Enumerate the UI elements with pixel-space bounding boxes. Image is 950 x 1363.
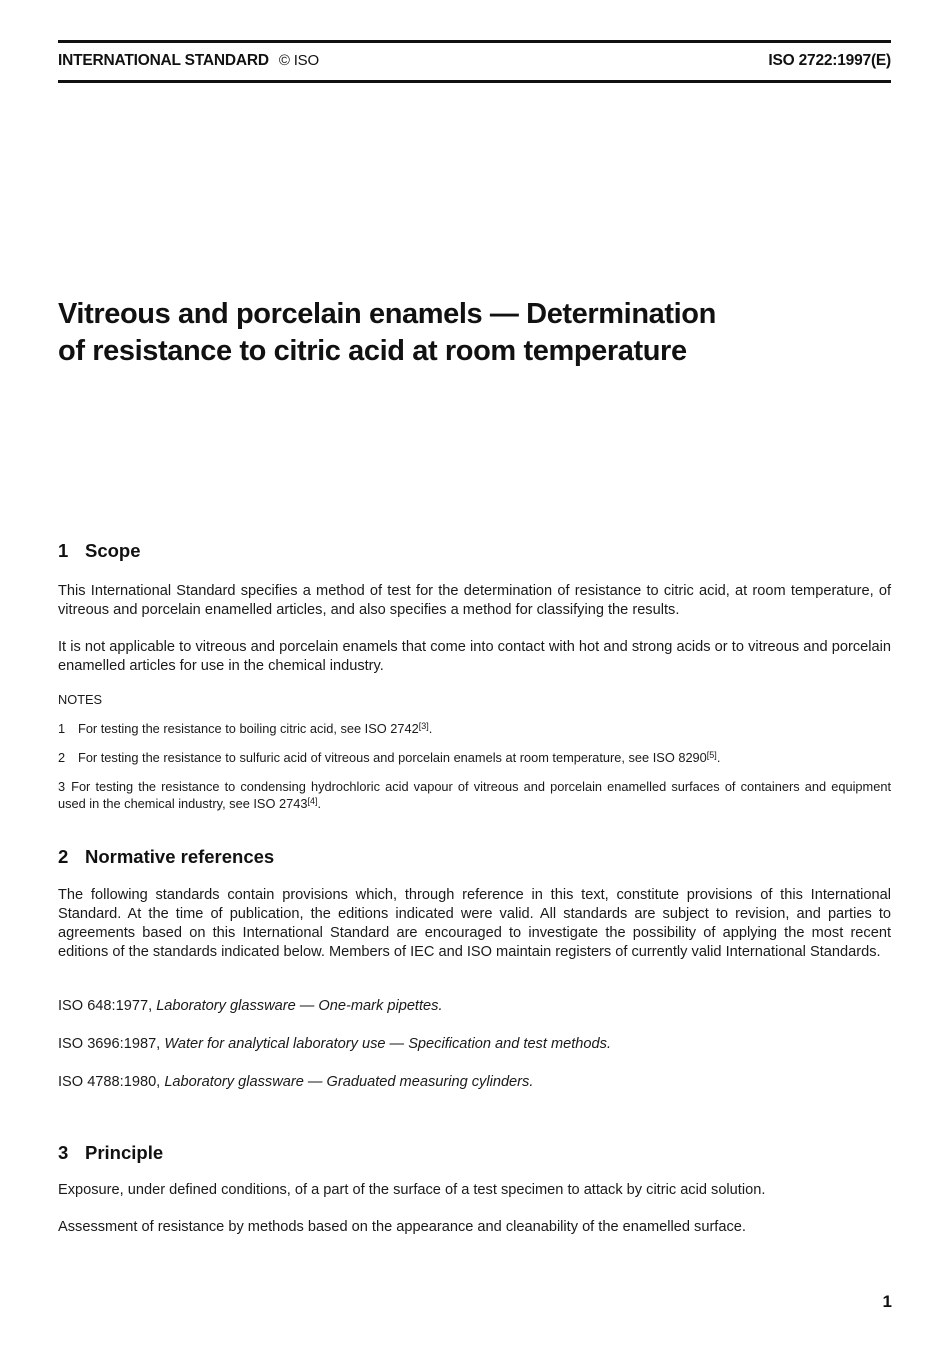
page-number: 1 [882,1292,892,1311]
document-title [58,296,858,370]
notes-label: NOTES [58,692,103,707]
copyright-label: © ISO [278,52,319,69]
scope-paragraph-1: This International Standard specifies a method of test for the determination of resistance to citric acid, at room temperature, of vitreous and porcelain enamelled articles, and also specifies a method for classifying the results. [58,583,891,618]
doc-type-label: INTERNATIONAL STANDARD [58,52,269,69]
section-heading-principle [58,1142,163,1164]
principle-paragraph-1: Exposure, under defined conditions, of a part of the surface of a test specimen to attack by citric acid solution. [58,1182,766,1198]
section-title: Normative references [85,846,275,867]
section-heading-scope [58,540,141,562]
title-line-1: Vitreous and porcelain enamels — Determination [58,298,716,330]
header-top-rule [58,40,891,43]
principle-paragraph-2: Assessment of resistance by methods based on the appearance and cleanability of the enamelled surface. [58,1219,746,1235]
section-heading-normative-references [58,846,274,868]
note-item: 3 For testing the resistance to condensing hydrochloric acid vapour of vitreous and porcelain enamelled surfaces of containers and equipment used in the chemical industry, see ISO 2743[4]. [58,779,891,811]
note-item: 1 For testing the resistance to boiling citric acid, see ISO 2742[3]. [58,721,433,736]
section-title: Principle [85,1142,164,1163]
section-number: 1 [58,540,69,561]
scope-paragraph-2: It is not applicable to vitreous and porcelain enamels that come into contact with hot and strong acids or to vitreous and porcelain enamelled articles for use in the chemical industry. [58,639,891,674]
reference-item: ISO 3696:1987, Water for analytical laboratory use — Specification and test methods. [58,1036,611,1052]
header-doc-number: ISO 2722:1997(E) [768,52,891,69]
note-item: 2 For testing the resistance to sulfuric acid of vitreous and porcelain enamels at room temperature, see ISO 8290[5]. [58,750,721,765]
reference-item: ISO 648:1977, Laboratory glassware — One-mark pipettes. [58,998,443,1014]
title-line-2: of resistance to citric acid at room temperature [58,335,687,367]
reference-item: ISO 4788:1980, Laboratory glassware — Graduated measuring cylinders. [58,1074,534,1090]
section-number: 3 [58,1142,69,1163]
header-bottom-rule [58,80,891,83]
normative-paragraph: The following standards contain provisions which, through reference in this text, constitute provisions of this International Standard. At the time of publication, the editions indicated were valid. All standards are subject to revision, and parties to agreements based on this International Standard are encouraged to investigate the possibility of applying the most recent editions of the standards indicated below. Members of IEC and ISO maintain registers of currently valid International Standards. [58,887,891,960]
header-doc-type [58,52,319,70]
section-number: 2 [58,846,69,867]
section-title: Scope [85,540,141,561]
